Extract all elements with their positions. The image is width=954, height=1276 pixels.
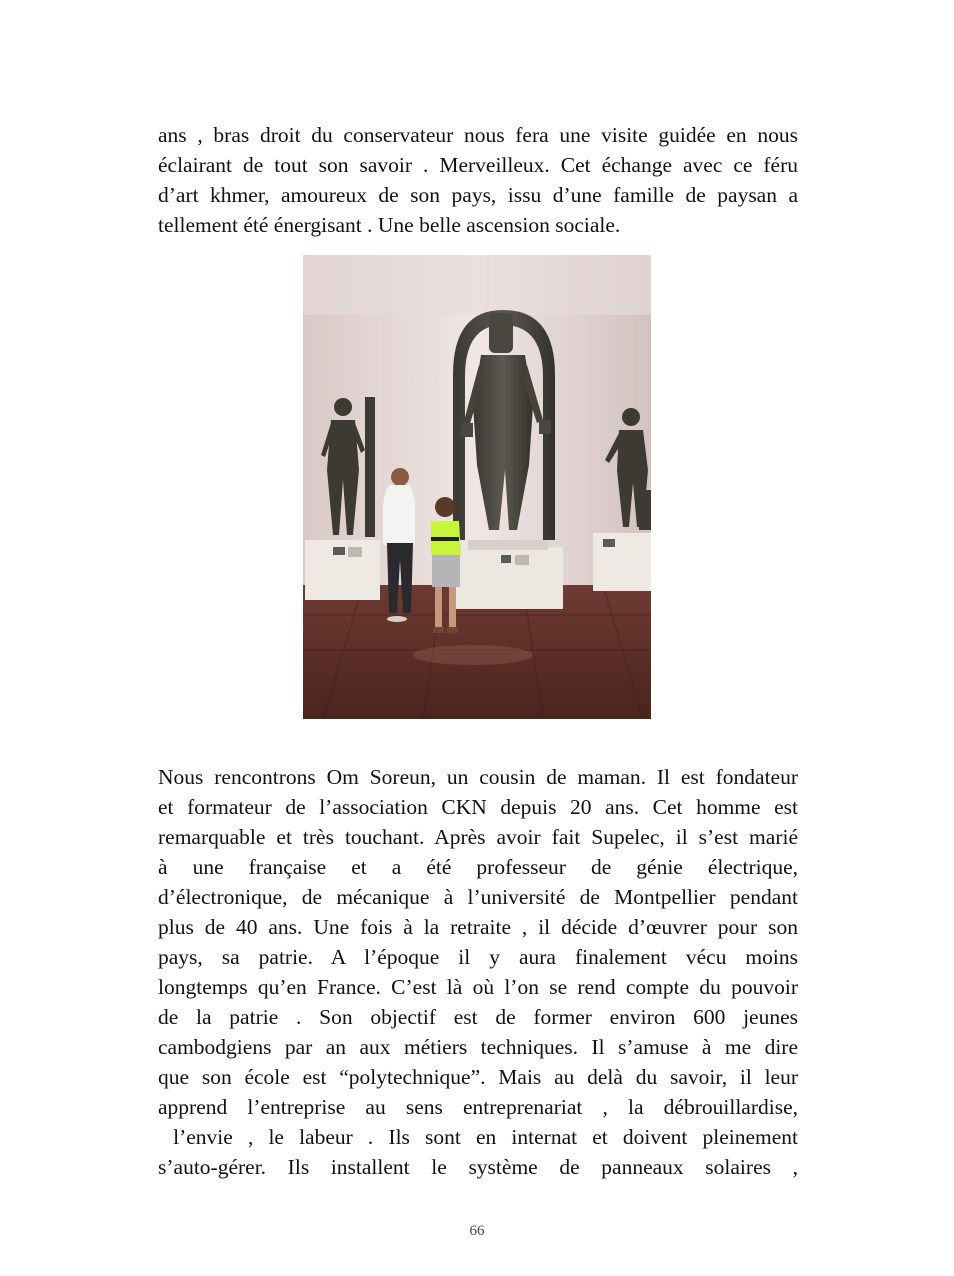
text-line: d’électronique, de mécanique à l’université de Montpellier pendant <box>158 885 798 909</box>
text-line: et formateur de l’association CKN depuis 20 ans. Cet homme est <box>158 795 798 819</box>
text-line: d’art khmer, amoureux de son pays, issu d’une famille de paysan a <box>158 183 798 207</box>
text-line: longtemps qu’en France. C’est là où l’on se rend compte du pouvoir <box>158 975 798 999</box>
text-line: à une française et a été professeur de génie électrique, <box>158 855 798 879</box>
text-line: pays, sa patrie. A l’époque il y aura finalement vécu moins <box>158 945 798 969</box>
museum-statues-photo <box>303 255 651 719</box>
text-line: Nous rencontrons Om Soreun, un cousin de maman. Il est fondateur <box>158 765 798 789</box>
paragraph-intro <box>158 120 798 240</box>
text-line: éclairant de tout son savoir . Merveilleux. Cet échange avec ce féru <box>158 153 798 177</box>
text-line: apprend l’entreprise au sens entreprenariat , la débrouillardise, <box>158 1095 798 1119</box>
text-line: l’envie , le labeur . Ils sont en internat et doivent pleinement <box>158 1125 798 1149</box>
text-line: que son école est “polytechnique”. Mais au delà du savoir, il leur <box>158 1065 798 1089</box>
text-line: s’auto-gérer. Ils installent le système de panneaux solaires , <box>158 1155 798 1179</box>
paragraph-om-soreun <box>158 762 798 1182</box>
text-line: remarquable et très touchant. Après avoir fait Supelec, il s’est marié <box>158 825 798 849</box>
text-line: cambodgiens par an aux métiers techniques. Il s’amuse à me dire <box>158 1035 798 1059</box>
text-line: ans , bras droit du conservateur nous fera une visite guidée en nous <box>158 123 798 147</box>
text-line: de la patrie . Son objectif est de former environ 600 jeunes <box>158 1005 798 1029</box>
text-line: tellement été énergisant . Une belle ascension sociale. <box>158 213 621 237</box>
page-number: 66 <box>469 1223 485 1239</box>
text-line: plus de 40 ans. Une fois à la retraite , il décide d’œuvrer pour son <box>158 915 798 939</box>
right-pedestal <box>593 533 651 591</box>
